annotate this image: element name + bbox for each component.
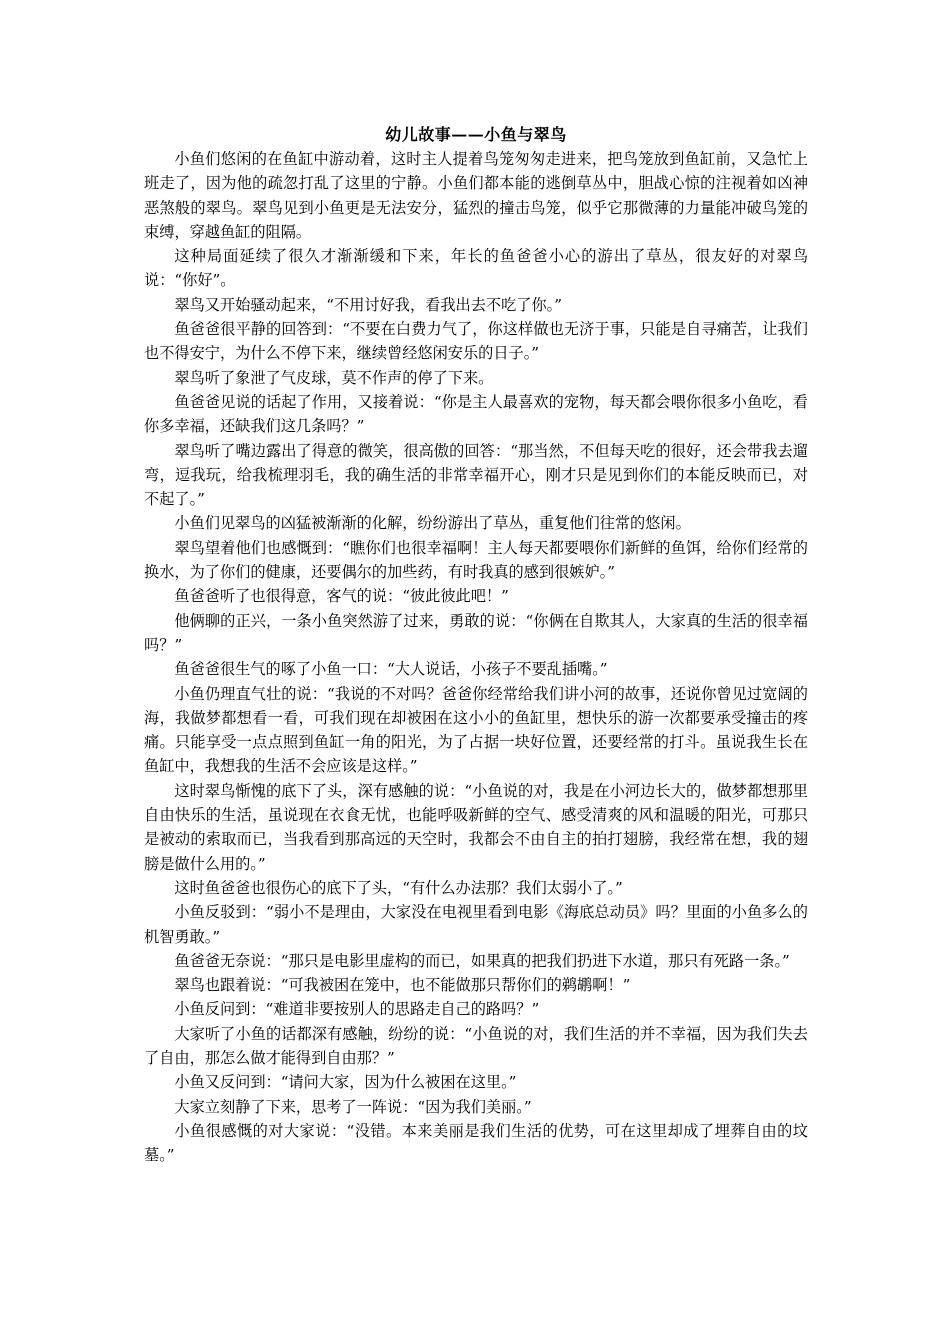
- paragraph: 小鱼又反问到：“请问大家，因为什么被困在这里。”: [174, 1073, 517, 1092]
- paragraph: 小鱼们见翠鸟的凶猛被渐渐的化解，纷纷游出了草丛，重复他们往常的悠闲。: [174, 514, 691, 533]
- document-body: [144, 124, 808, 1167]
- paragraph: 小鱼仍理直气壮的说：“我说的不对吗？爸爸你经常给我们讲小河的故事，还说你曾见过宽阔的海，我做梦都想看一看，可我们现在却被困在这小小的鱼缸里，想快乐的游一次都要承受撞击的疼痛。只能享受一点点照到鱼缸一角的阳光，为了占据一块好位置，还要经常的打斗。虽说我生长在鱼缸中，我想我的生活不会应该是这样。”: [144, 684, 808, 776]
- paragraph: 翠鸟又开始骚动起来，“不用讨好我，看我出去不吃了你。”: [174, 295, 563, 314]
- paragraph: 大家立刻静了下来，思考了一阵说：“因为我们美丽。”: [174, 1097, 532, 1116]
- paragraph: 翠鸟听了象泄了气皮球，莫不作声的停了下来。: [174, 368, 494, 387]
- paragraph: 翠鸟听了嘴边露出了得意的微笑，很高傲的回答：“那当然，不但每天吃的很好，还会带我去遛弯，逗我玩，给我梳理羽毛，我的确生活的非常幸福开心，刚才只是见到你们的本能反映而已，对不起了。”: [144, 441, 808, 509]
- paragraph: 翠鸟望着他们也感慨到：“瞧你们也很幸福啊！主人每天都要喂你们新鲜的鱼饵，给你们经常的换水，为了你们的健康，还要偶尔的加些药，有时我真的感到很嫉妒。”: [144, 538, 808, 582]
- paragraph: 鱼爸爸很平静的回答到：“不要在白费力气了，你这样做也无济于事，只能是自寻痛苦，让我们也不得安宁，为什么不停下来，继续曾经悠闲安乐的日子。”: [144, 320, 808, 363]
- story-title: 幼儿故事——小鱼与翠鸟: [385, 125, 567, 144]
- paragraph: 鱼爸爸无奈说：“那只是电影里虚构的而已，如果真的把我们扔进下水道，那只有死路一条。”: [174, 951, 790, 970]
- paragraph: 鱼爸爸见说的话起了作用，又接着说：“你是主人最喜欢的宠物，每天都会喂你很多小鱼吃，看你多幸福，还缺我们这几条吗？”: [144, 392, 808, 436]
- paragraph: 这时鱼爸爸也很伤心的底下了头，“有什么办法那？我们太弱小了。”: [174, 878, 623, 897]
- paragraph: 他俩聊的正兴，一条小鱼突然游了过来，勇敢的说：“你俩在自欺其人，大家真的生活的很幸福吗？”: [144, 611, 808, 654]
- paragraph: 鱼爸爸听了也很得意，客气的说：“彼此彼此吧！”: [174, 587, 509, 606]
- paragraph: 大家听了小鱼的话都深有感触，纷纷的说：“小鱼说的对，我们生活的并不幸福，因为我们失去了自由，那怎么做才能得到自由那？”: [144, 1024, 808, 1067]
- paragraph: 小鱼反问到：“难道非要按别人的思路走自己的路吗？”: [174, 1000, 540, 1019]
- paragraph: 这种局面延续了很久才渐渐缓和下来，年长的鱼爸爸小心的游出了草丛，很友好的对翠鸟说：“你好”。: [144, 247, 808, 290]
- paragraph: 鱼爸爸很生气的啄了小鱼一口：“大人说话，小孩子不要乱插嘴。”: [174, 660, 608, 679]
- paragraph: 小鱼很感慨的对大家说：“没错。本来美丽是我们生活的优势，可在这里却成了埋葬自由的坟墓。”: [144, 1121, 808, 1165]
- paragraph: 这时翠鸟惭愧的底下了头，深有感触的说：“小鱼说的对，我是在小河边长大的，做梦都想那里自由快乐的生活，虽说现在衣食无忧，也能呼吸新鲜的空气、感受清爽的风和温暖的阳光，可那只是被动的索取而已，当我看到那高远的天空时，我都会不由自主的拍打翅膀，我经常在想，我的翅膀是做什么用的。”: [144, 781, 808, 873]
- paragraph: 小鱼反驳到：“弱小不是理由，大家没在电视里看到电影《海底总动员》吗？里面的小鱼多么的机智勇敢。”: [144, 903, 808, 946]
- paragraph: 小鱼们悠闲的在鱼缸中游动着，这时主人提着鸟笼匆匆走进来，把鸟笼放到鱼缸前，又急忙上班走了，因为他的疏忽打乱了这里的宁静。小鱼们都本能的逃倒草丛中，胆战心惊的注视着如凶神恶煞般的翠鸟。翠鸟见到小鱼更是无法安分，猛烈的撞击鸟笼，似乎它那微薄的力量能冲破鸟笼的束缚，穿越鱼缸的阻隔。: [144, 150, 808, 241]
- paragraph: 翠鸟也跟着说：“可我被困在笼中，也不能做那只帮你们的鹈鹕啊！”: [174, 976, 631, 995]
